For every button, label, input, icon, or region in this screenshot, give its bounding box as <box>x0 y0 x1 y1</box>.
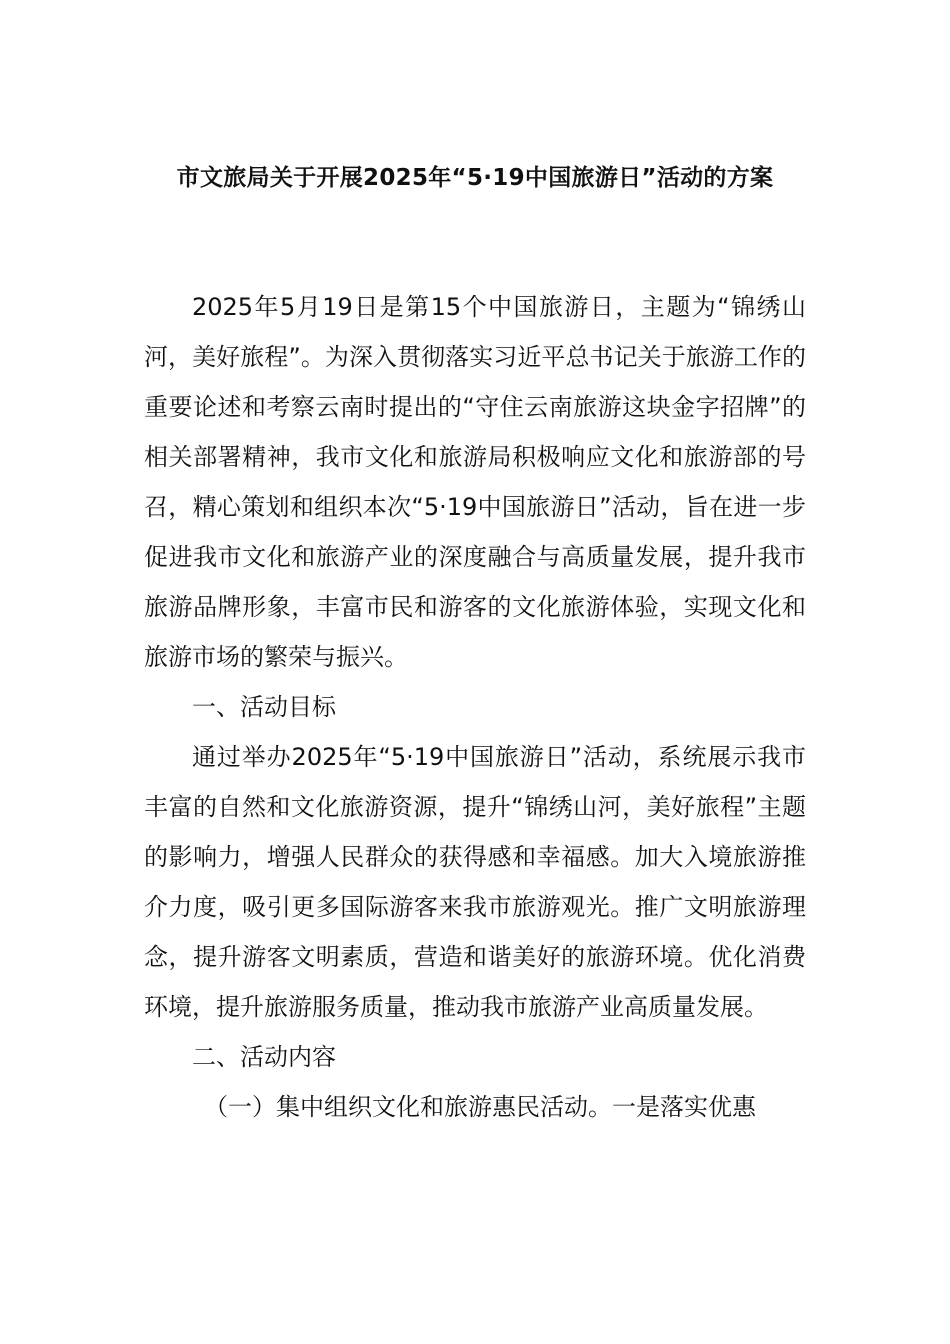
content-subsection-1: （一）集中组织文化和旅游惠民活动。一是落实优惠 <box>204 1093 756 1121</box>
document-body <box>144 282 806 1132</box>
goals-paragraph: 通过举办2025年“5·19中国旅游日”活动，系统展示我市丰富的自然和文化旅游资源，提升“锦绣山河，美好旅程”主题的影响力，增强人民群众的获得感和幸福感。加大入境旅游推介力度，吸引更多国际游客来我市旅游观光。推广文明旅游理念，提升游客文明素质，营造和谐美好的旅游环境。优化消费环境，提升旅游服务质量，推动我市旅游产业高质量发展。 <box>144 743 806 1021</box>
document-title: 市文旅局关于开展2025年“5·19中国旅游日”活动的方案 <box>176 165 774 191</box>
intro-paragraph: 2025年5月19日是第15个中国旅游日，主题为“锦绣山河，美好旅程”。为深入贯彻落实习近平总书记关于旅游工作的重要论述和考察云南时提出的“守住云南旅游这块金字招牌”的相关部署精神，我市文化和旅游局积极响应文化和旅游部的号召，精心策划和组织本次“5·19中国旅游日”活动，旨在进一步促进我市文化和旅游产业的深度融合与高质量发展，提升我市旅游品牌形象，丰富市民和游客的文化旅游体验，实现文化和旅游市场的繁荣与振兴。 <box>144 293 806 671</box>
section-heading-content: 二、活动内容 <box>192 1043 336 1071</box>
section-heading-goals: 一、活动目标 <box>192 693 336 721</box>
